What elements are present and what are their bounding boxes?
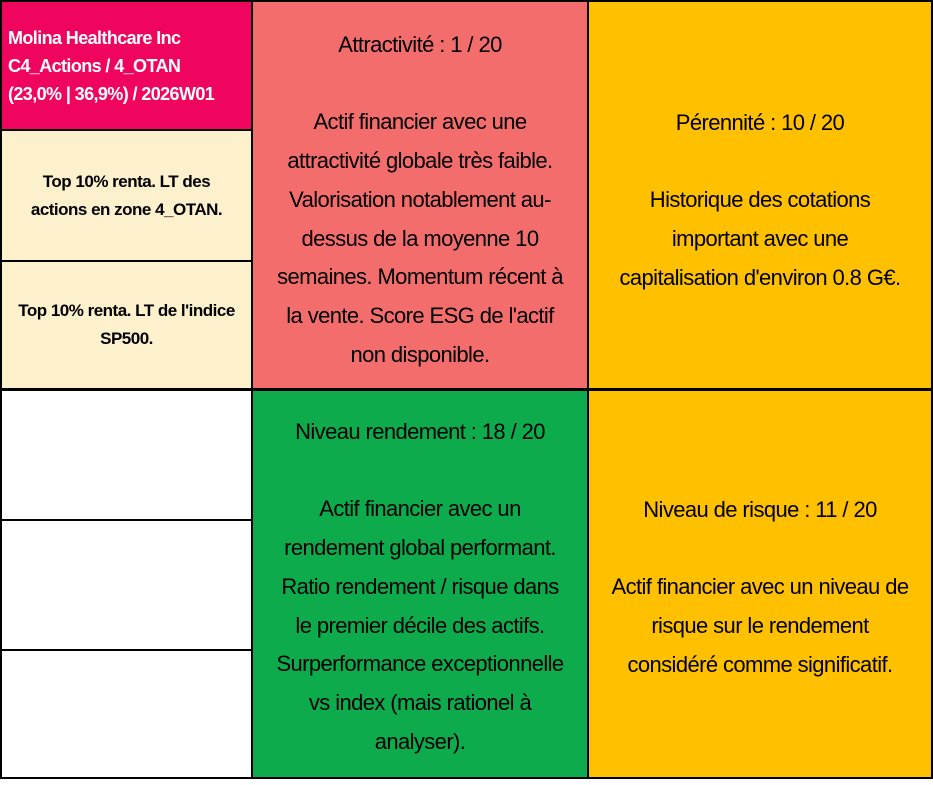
rendement-text-line: vs index (mais rationel à	[308, 689, 532, 715]
risque-panel	[587, 389, 933, 779]
empty-cell	[0, 389, 253, 521]
company-name: Molina Healthcare Inc	[8, 27, 181, 48]
rendement-text-line: le premier décile des actifs.	[295, 612, 545, 638]
rendement-text-line: rendement global performant.	[284, 535, 556, 561]
empty-cell	[0, 519, 253, 651]
attractivite-text-line: Actif financier avec une	[313, 109, 527, 135]
rendement-panel	[251, 389, 589, 779]
risque-text-line: considéré comme significatif.	[627, 651, 893, 677]
top10-zone-tag	[0, 129, 253, 262]
perennite-title: Pérennité : 10 / 20	[675, 110, 845, 135]
attractivite-text-line: semaines. Momentum récent à	[277, 264, 563, 290]
top10-zone-line-1: Top 10% renta. LT des	[42, 171, 211, 191]
rendement-title: Niveau rendement : 18 / 20	[295, 419, 545, 444]
risque-text-line: risque sur le rendement	[651, 613, 869, 639]
perennite-panel	[587, 0, 933, 390]
rendement-text-line: Actif financier avec un	[319, 496, 521, 522]
rendement-text-line: analyser).	[374, 728, 466, 754]
asset-category: C4_Actions / 4_OTAN	[8, 55, 181, 76]
rendement-text-line: Surperformance exceptionnelle	[276, 651, 564, 677]
risque-title: Niveau de risque : 11 / 20	[643, 497, 877, 522]
rendement-text-line: Ratio rendement / risque dans	[281, 573, 559, 599]
top10-zone-line-2: actions en zone 4_OTAN.	[30, 199, 223, 219]
attractivite-text-line: attractivité globale très faible.	[287, 148, 553, 174]
risque-text-line: Actif financier avec un niveau de	[611, 574, 909, 600]
attractivite-text-line: la vente. Score ESG de l'actif	[286, 302, 554, 328]
top10-index-tag	[0, 260, 253, 390]
attractivite-text-line: Valorisation notablement au-	[289, 186, 551, 212]
perennite-text-line: important avec une	[671, 226, 849, 252]
asset-header	[0, 0, 253, 131]
top10-index-line-1: Top 10% renta. LT de l'indice	[18, 301, 235, 320]
perennite-text-line: capitalisation d'environ 0.8 G€.	[619, 264, 901, 290]
asset-stats: (23,0% | 36,9%) / 2026W01	[8, 83, 215, 104]
top10-index-line-2: SP500.	[100, 329, 153, 348]
empty-cell	[0, 649, 253, 779]
attractivite-text-line: dessus de la moyenne 10	[301, 225, 539, 251]
attractivite-panel	[251, 0, 589, 390]
attractivite-title: Attractivité : 1 / 20	[338, 32, 502, 57]
perennite-text-line: Historique des cotations	[649, 187, 871, 213]
attractivite-text-line: non disponible.	[350, 341, 490, 367]
